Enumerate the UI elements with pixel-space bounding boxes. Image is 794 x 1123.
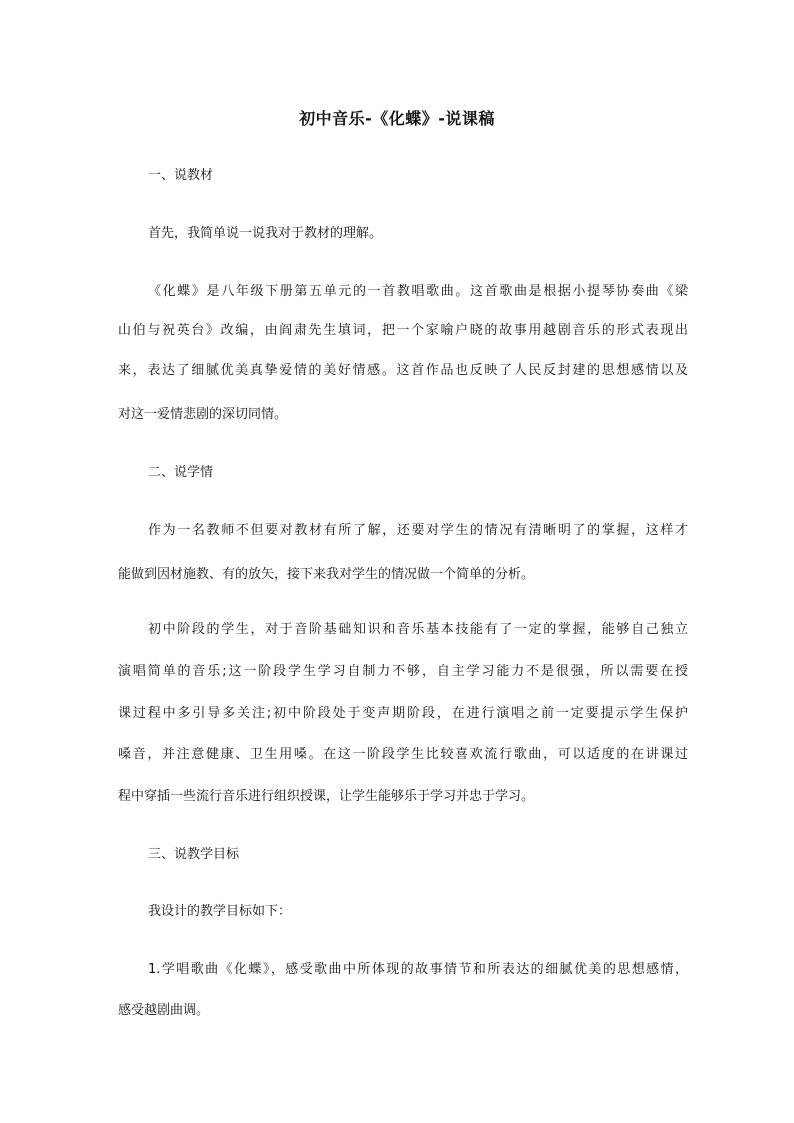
document-title: 初中音乐-《化蝶》-说课稿 bbox=[299, 109, 495, 128]
paragraph-line: 演唱简单的音乐;这一阶段学生学习自制力不够，自主学习能力不是很强，所以需要在授 bbox=[118, 664, 688, 679]
section-heading-3: 三、说教学目标 bbox=[148, 847, 240, 862]
paragraph-line: 首先，我简单说一说我对于教材的理解。 bbox=[148, 226, 383, 241]
section-heading-2: 二、说学情 bbox=[148, 465, 214, 480]
paragraph-line: 初中阶段的学生，对于音阶基础知识和音乐基本技能有了一定的掌握，能够自己独立 bbox=[148, 622, 688, 637]
section-heading-1: 一、说教材 bbox=[148, 168, 214, 183]
paragraph-line: 来，表达了细腻优美真挚爱情的美好情感。这首作品也反映了人民反封建的思想感情以及 bbox=[118, 363, 688, 378]
paragraph-line: 山伯与祝英台》改编，由阎肃先生填词，把一个家喻户晓的故事用越剧音乐的形式表现出 bbox=[118, 323, 688, 338]
paragraph-line: 《化蝶》是八年级下册第五单元的一首教唱歌曲。这首歌曲是根据小提琴协奏曲《梁 bbox=[148, 284, 688, 299]
paragraph-line: 1.学唱歌曲《化蝶》，感受歌曲中所体现的故事情节和所表达的细腻优美的思想感情， bbox=[148, 962, 688, 977]
paragraph-line: 感受越剧曲调。 bbox=[118, 1003, 210, 1018]
paragraph-line: 我设计的教学目标如下： bbox=[148, 904, 292, 919]
paragraph-line: 课过程中多引导多关注;初中阶段处于变声期阶段，在进行演唱之前一定要提示学生保护 bbox=[118, 706, 688, 721]
paragraph-line: 作为一名教师不但要对教材有所了解，还要对学生的情况有清晰明了的掌握，这样才 bbox=[148, 523, 688, 538]
paragraph-line: 嗓音，并注意健康、卫生用嗓。在这一阶段学生比较喜欢流行歌曲，可以适度的在讲课过 bbox=[118, 747, 688, 762]
paragraph-line: 程中穿插一些流行音乐进行组织授课，让学生能够乐于学习并忠于学习。 bbox=[118, 789, 535, 804]
paragraph-line: 能做到因材施教、有的放矢，接下来我对学生的情况做一个简单的分析。 bbox=[118, 567, 535, 582]
paragraph-line: 对这一爱情悲剧的深切同情。 bbox=[118, 407, 288, 422]
